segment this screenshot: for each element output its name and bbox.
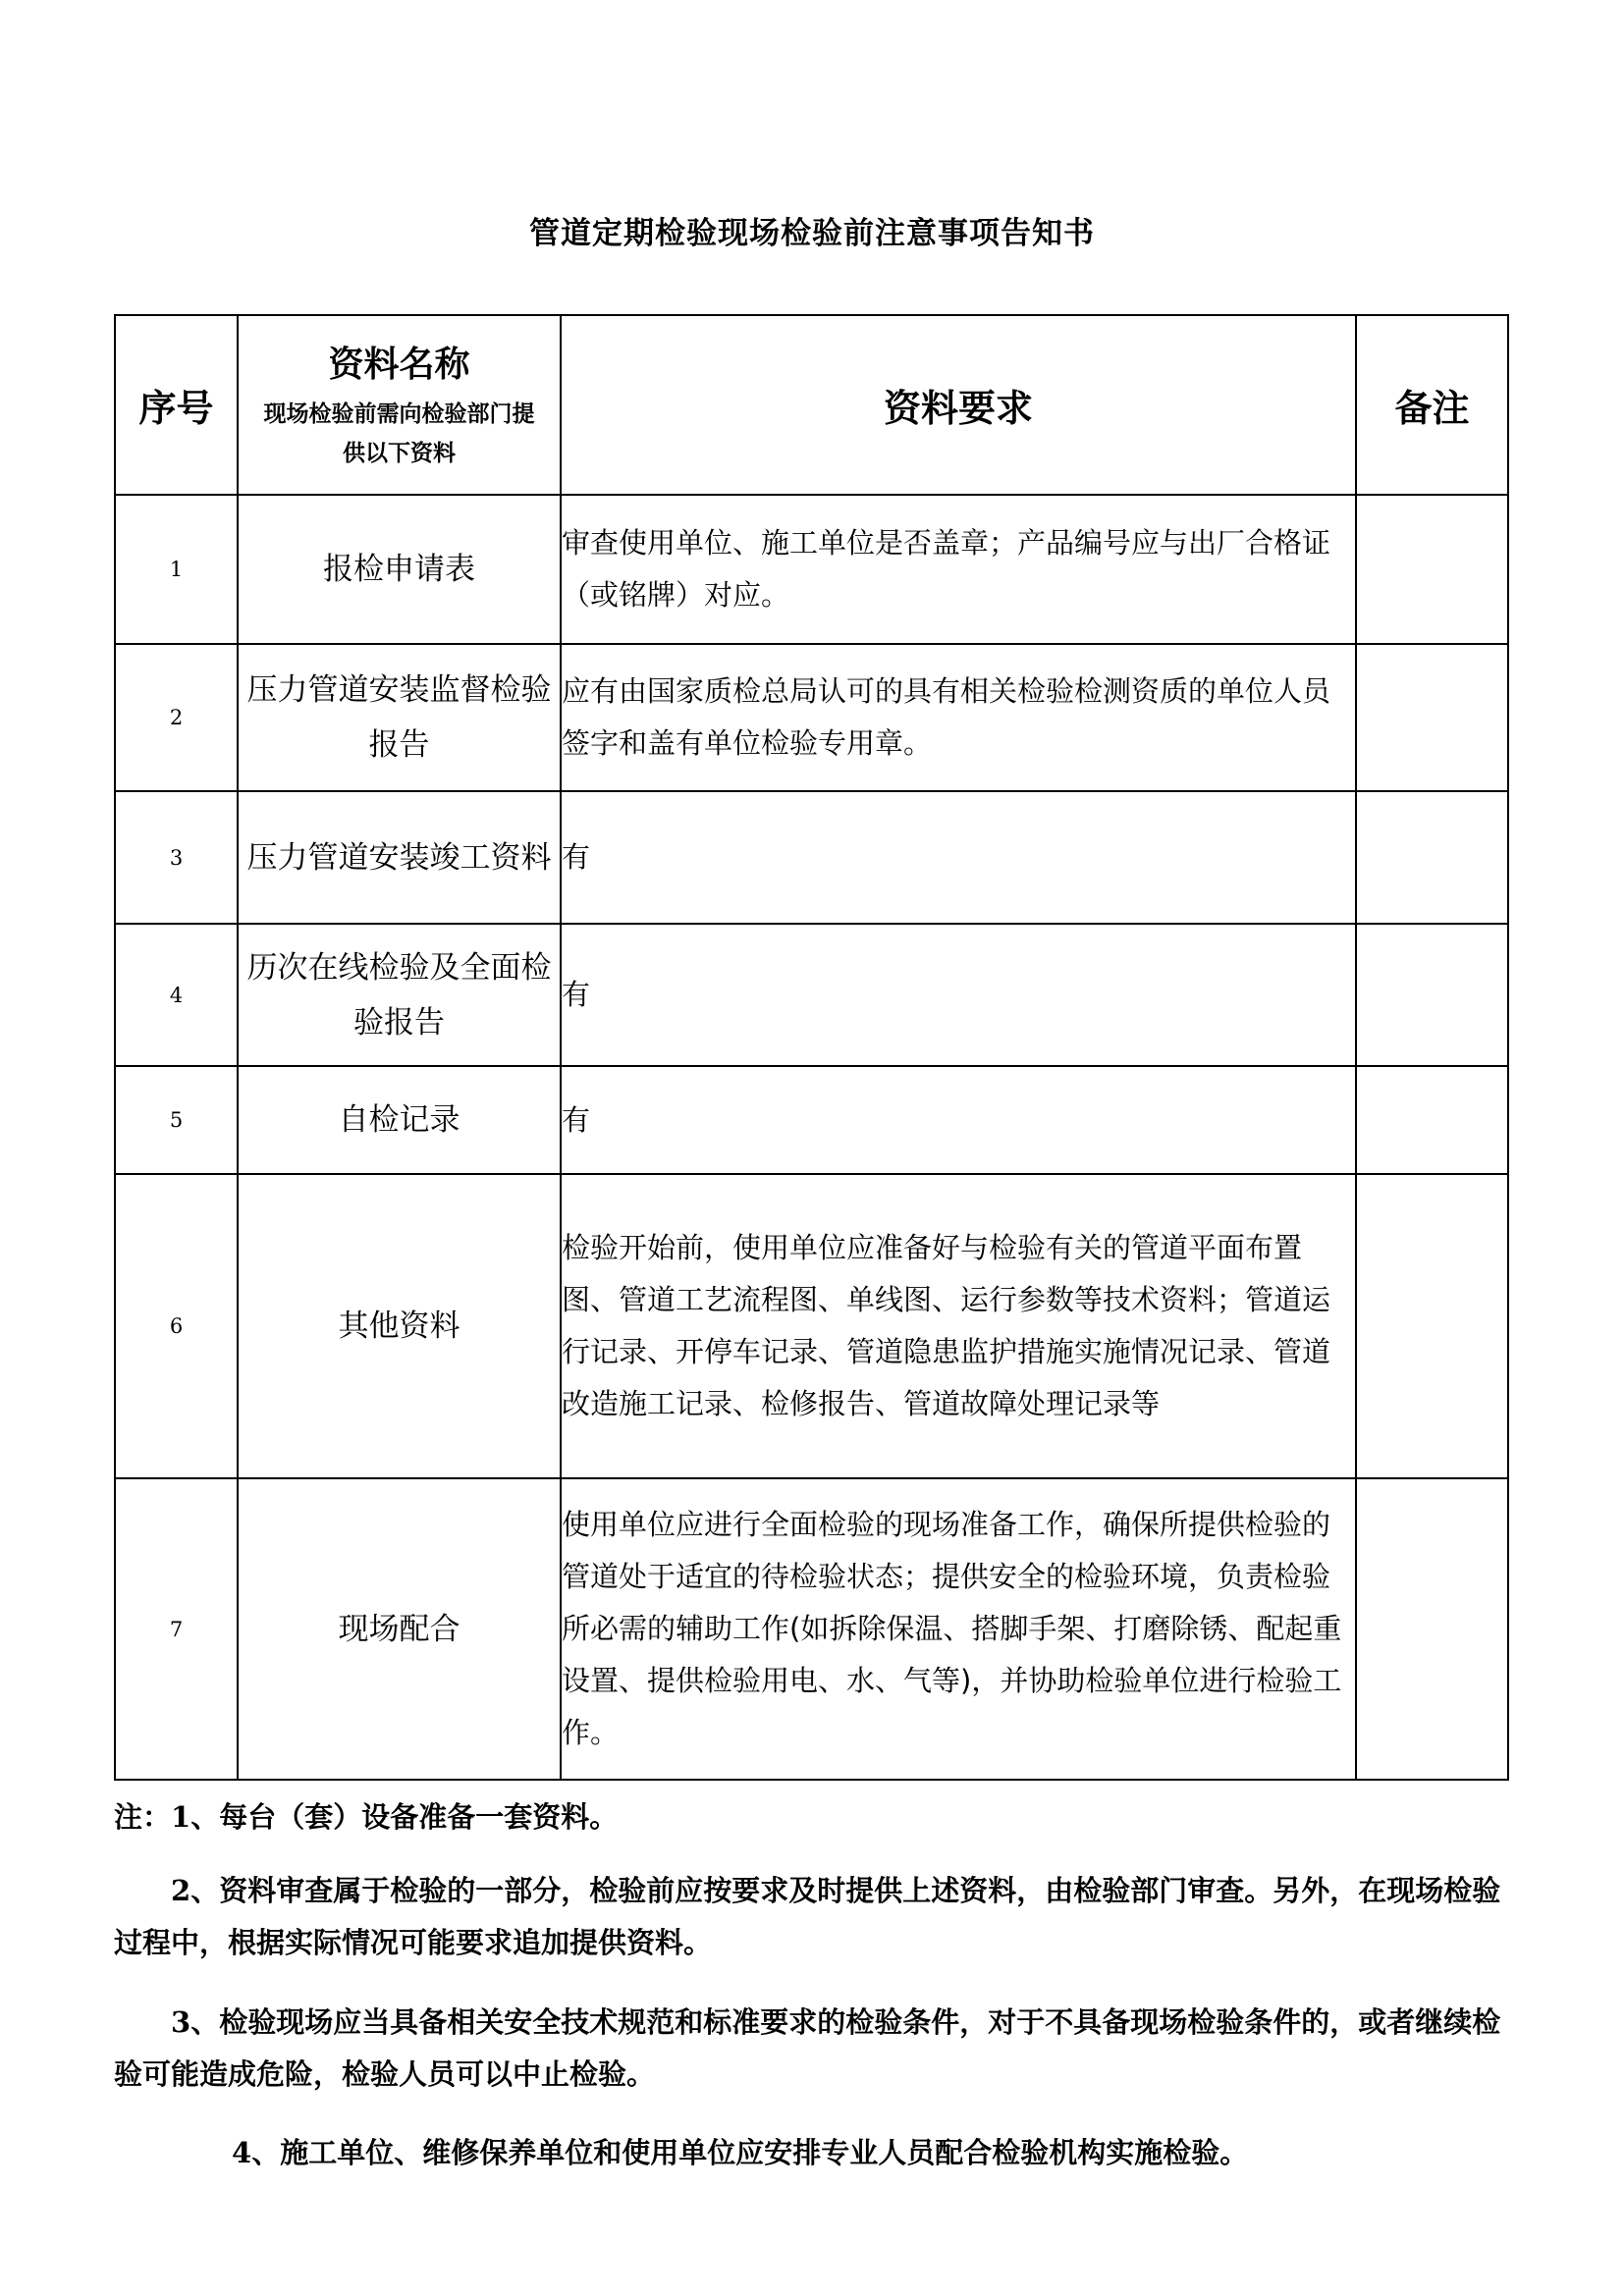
- requirements-table: [114, 314, 1509, 1781]
- row-index: 3: [115, 791, 238, 924]
- row-index: 1: [115, 495, 238, 644]
- row-remark: [1356, 1174, 1508, 1478]
- note-text: 、资料审查属于检验的一部分，检验前应按要求及时提供上述资料，由检验部门审查。另外，在现场检验过程中，根据实际情况可能要求追加提供资料。: [114, 1874, 1501, 1959]
- table-row: [115, 791, 1508, 924]
- row-index: 6: [115, 1174, 238, 1478]
- table-row: [115, 1066, 1508, 1174]
- note-number: 3: [171, 2005, 191, 2039]
- row-remark: [1356, 495, 1508, 644]
- notes-prefix: 注：: [114, 1800, 172, 1834]
- table-row: [115, 924, 1508, 1066]
- row-remark: [1356, 1066, 1508, 1174]
- row-index: 2: [115, 644, 238, 791]
- row-requirement: 有: [561, 1066, 1356, 1174]
- table-row: [115, 644, 1508, 791]
- note-text: 、施工单位、维修保养单位和使用单位应安排专业人员配合检验机构实施检验。: [251, 2136, 1249, 2169]
- row-name: 自检记录: [238, 1066, 561, 1174]
- table-header-row: [115, 315, 1508, 495]
- row-requirement: 有: [561, 924, 1356, 1066]
- row-name: 现场配合: [238, 1478, 561, 1780]
- row-requirement: 应有由国家质检总局认可的具有相关检验检测资质的单位人员签字和盖有单位检验专用章。: [561, 644, 1356, 791]
- note-4: [114, 2127, 1508, 2179]
- header-requirement: 资料要求: [561, 315, 1356, 495]
- table-row: [115, 1478, 1508, 1780]
- note-text: 、检验现场应当具备相关安全技术规范和标准要求的检验条件，对于不具备现场检验条件的，或者继续检验可能造成危险，检验人员可以中止检验。: [114, 2005, 1501, 2091]
- note-3: [114, 1997, 1508, 2101]
- header-name-main: 资料名称: [328, 345, 470, 385]
- note-2: [114, 1865, 1508, 1969]
- row-name: 历次在线检验及全面检验报告: [238, 924, 561, 1066]
- row-index: 7: [115, 1478, 238, 1780]
- row-index: 4: [115, 924, 238, 1066]
- row-name: 报检申请表: [238, 495, 561, 644]
- header-name: [238, 315, 561, 495]
- page-title: 管道定期检验现场检验前注意事项告知书: [529, 216, 1095, 251]
- note-number: 4: [232, 2136, 252, 2169]
- header-name-sub: 现场检验前需向检验部门提供以下资料: [263, 401, 535, 466]
- note-number: 2: [171, 1874, 191, 1907]
- row-name: 压力管道安装监督检验报告: [238, 644, 561, 791]
- row-requirement: 有: [561, 791, 1356, 924]
- row-remark: [1356, 644, 1508, 791]
- row-requirement: 使用单位应进行全面检验的现场准备工作，确保所提供检验的管道处于适宜的待检验状态；提供安全的检验环境，负责检验所必需的辅助工作(如拆除保温、搭脚手架、打磨除锈、配起重设置、提供检验用电、水、气等)，并协助检验单位进行检验工作。: [561, 1478, 1356, 1780]
- row-requirement: 检验开始前，使用单位应准备好与检验有关的管道平面布置图、管道工艺流程图、单线图、运行参数等技术资料；管道运行记录、开停车记录、管道隐患监护措施实施情况记录、管道改造施工记录、检修报告、管道故障处理记录等: [561, 1174, 1356, 1478]
- row-index: 5: [115, 1066, 238, 1174]
- row-name: 其他资料: [238, 1174, 561, 1478]
- table-row: [115, 1174, 1508, 1478]
- header-remark: 备注: [1356, 315, 1508, 495]
- row-remark: [1356, 1478, 1508, 1780]
- header-index: 序号: [115, 315, 238, 495]
- row-requirement: 审查使用单位、施工单位是否盖章；产品编号应与出厂合格证（或铭牌）对应。: [561, 495, 1356, 644]
- row-name: 压力管道安装竣工资料: [238, 791, 561, 924]
- table-row: [115, 495, 1508, 644]
- note-text: 、每台（套）设备准备一套资料。: [190, 1800, 619, 1834]
- note-1: [114, 1791, 1508, 1843]
- row-remark: [1356, 924, 1508, 1066]
- note-number: 1: [171, 1800, 191, 1834]
- row-remark: [1356, 791, 1508, 924]
